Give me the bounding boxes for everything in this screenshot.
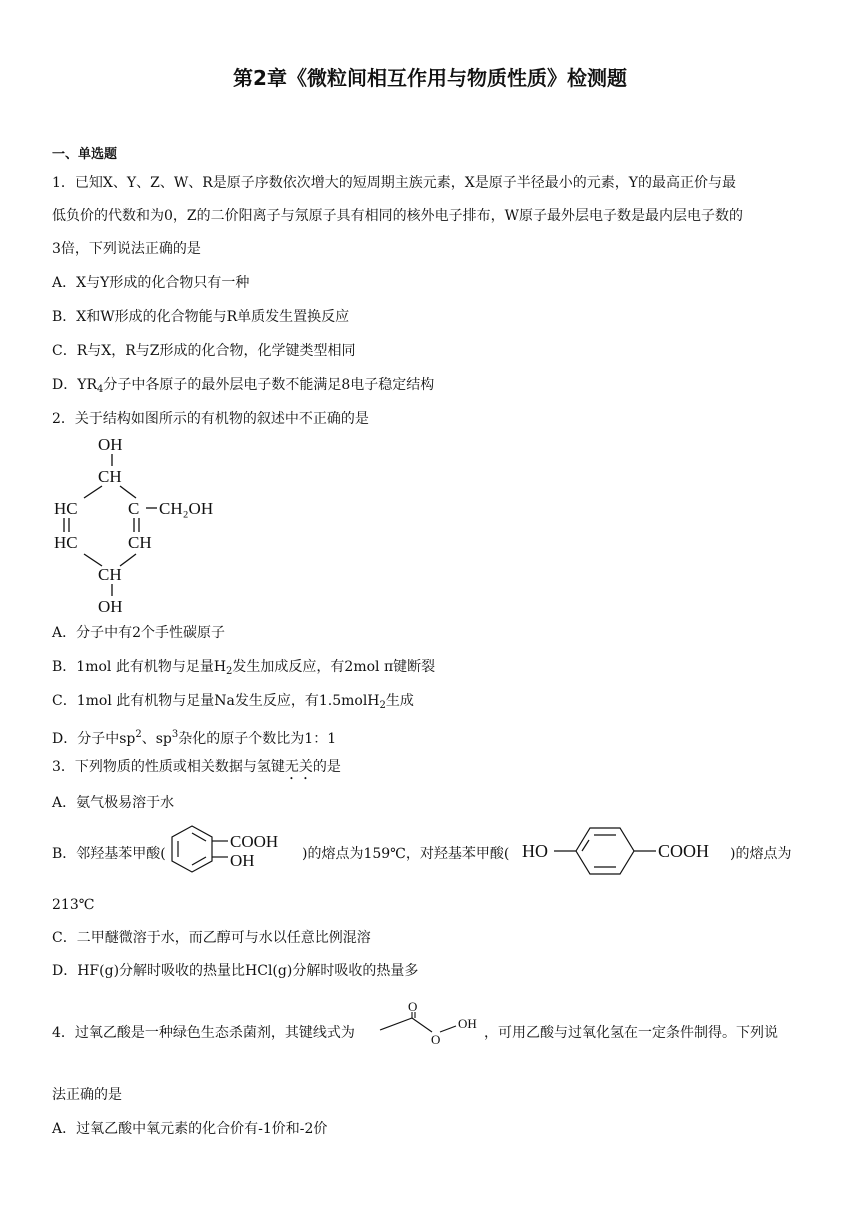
- q4-stem-part2: ，可用乙酸与过氧化氢在一定条件制得。下列说: [484, 1025, 778, 1041]
- q4-option-a: A．过氧乙酸中氧元素的化合价有-1价和-2价: [52, 1121, 328, 1137]
- q2-stem: 2．关于结构如图所示的有机物的叙述中不正确的是: [52, 411, 369, 427]
- q1-option-c: C．R与X，R与Z形成的化合物，化学键类型相同: [52, 343, 356, 359]
- ether-o-label: O: [431, 1032, 441, 1047]
- q1-stem-line2: 低负价的代数和为0，Z的二价阳离子与氖原子具有相同的核外电子排布，W原子最外层电子数是最内层电子数的: [52, 208, 744, 224]
- q3-option-b-part1: B．邻羟基苯甲酸(: [52, 846, 166, 862]
- struct-hc-2: HC: [54, 533, 78, 552]
- q4-stem-cont: 法正确的是: [52, 1087, 122, 1103]
- q3-option-d: D．HF(g)分解时吸收的热量比HCl(g)分解时吸收的热量多: [52, 963, 419, 979]
- q3-option-a: A．氨气极易溶于水: [52, 795, 175, 811]
- struct-c: C: [128, 499, 140, 518]
- struct-top-oh: OH: [98, 435, 123, 454]
- q2-option-c: C．1mol 此有机物与足量Na发生反应，有1.5molH$_2$生成: [52, 693, 414, 711]
- q3-stem: 3．下列物质的性质或相关数据与氢键无关的是: [52, 759, 341, 775]
- cooh-label: COOH: [658, 841, 710, 861]
- emphasized-text: 无关: [284, 759, 313, 775]
- q1-option-a: A．X与Y形成的化合物只有一种: [52, 275, 250, 291]
- q3-option-c: C．二甲醚微溶于水，而乙醇可与水以任意比例混溶: [52, 930, 371, 946]
- cooh-label: COOH: [230, 832, 279, 851]
- ortho-hydroxybenzoic-acid-diagram: [168, 822, 302, 878]
- oh-label: OH: [230, 851, 255, 870]
- struct-ch-3: CH: [98, 565, 122, 584]
- q1-stem-line1: 1．已知X、Y、Z、W、R是原子序数依次增大的短周期主族元素，X是原子半径最小的元素，Y的最高正价与最: [52, 175, 736, 191]
- struct-ch2oh: CH₂OH: [159, 499, 214, 518]
- q4-stem-part1: 4．过氧乙酸是一种绿色生态杀菌剂，其键线式为: [52, 1025, 355, 1041]
- q3-option-b-cont: 213℃: [52, 897, 95, 913]
- q1-stem-line3: 3倍，下列说法正确的是: [52, 241, 201, 257]
- q1-option-b: B．X和W形成的化合物能与R单质发生置换反应: [52, 309, 350, 325]
- section-heading: 一、单选题: [52, 147, 118, 162]
- q3-option-b-part2: )的熔点为159℃，对羟基苯甲酸(: [302, 846, 510, 862]
- page-title: 第2章《微粒间相互作用与物质性质》检测题: [233, 66, 627, 90]
- peracetic-acid-diagram: [378, 1000, 486, 1060]
- struct-bottom-oh: OH: [98, 597, 123, 616]
- q2-option-d: D．分子中$sp^2$、$sp^3$杂化的原子个数比为1：1: [52, 729, 337, 747]
- ho-label: HO: [522, 841, 548, 861]
- para-hydroxybenzoic-acid-diagram: [520, 824, 725, 880]
- q1-option-d: D．$YR_4$分子中各原子的最外层电子数不能满足8电子稳定结构: [52, 377, 435, 395]
- struct-hc-1: HC: [54, 499, 78, 518]
- q2-option-a: A．分子中有2个手性碳原子: [52, 625, 226, 641]
- carbonyl-o-label: O: [408, 1000, 418, 1014]
- oh-label: OH: [458, 1016, 477, 1031]
- struct-ch-1: CH: [98, 467, 122, 486]
- q2-structure-diagram: [48, 430, 238, 618]
- struct-ch-2: CH: [128, 533, 152, 552]
- q2-option-b: B．1mol 此有机物与足量$H_2$发生加成反应，有2mol π键断裂: [52, 659, 436, 677]
- q3-option-b-part3: )的熔点为: [730, 846, 792, 862]
